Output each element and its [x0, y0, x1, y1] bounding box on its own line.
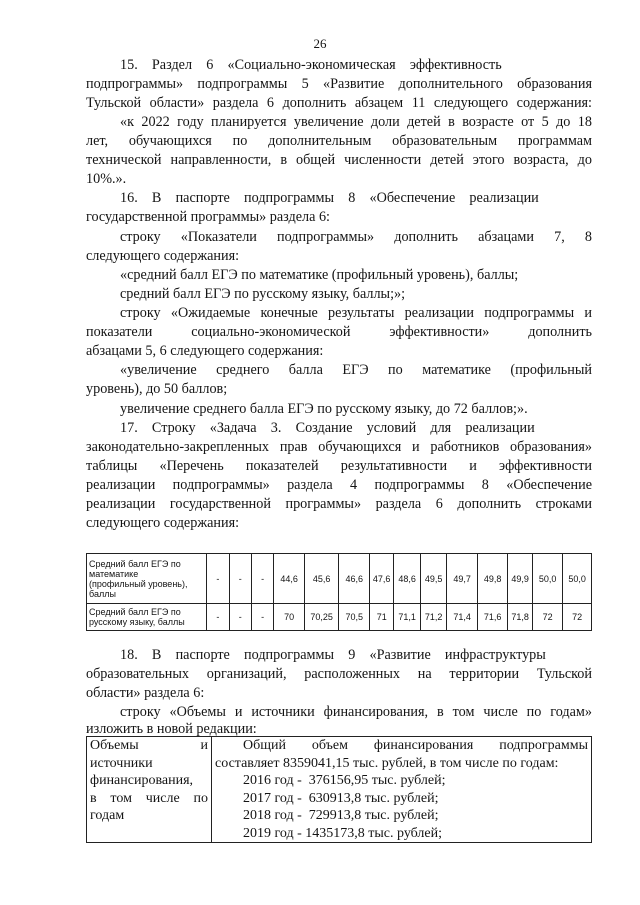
- table-cell: -: [251, 554, 273, 604]
- paragraph-line: увеличение среднего балла ЕГЭ по русскому языку, до 72 баллов;».: [120, 401, 528, 417]
- table-cell: -: [207, 604, 229, 631]
- row-label: Средний балл ЕГЭ по математике (профильный уровень), баллы: [87, 554, 207, 604]
- table-cell: 48,6: [394, 554, 420, 604]
- paragraph-line: «увеличение среднего балла ЕГЭ по математике (профильный: [120, 362, 592, 378]
- paragraph-line: подпрограммы» подпрограммы 5 «Развитие дополнительного образования: [86, 76, 592, 92]
- paragraph-line: таблицы «Перечень показателей результативности и эффективности: [86, 458, 592, 474]
- paragraph-line: реализации государственной программы» раздела 6 дополнить строками: [86, 496, 592, 512]
- funding-label-cell: Объемы и источники финансирования, в том числе по годам: [87, 737, 212, 843]
- table-cell: 49,8: [477, 554, 508, 604]
- table-row: [87, 604, 592, 631]
- paragraph-line: средний балл ЕГЭ по русскому языку, баллы;»;: [120, 286, 406, 302]
- table-cell: 70,5: [339, 604, 370, 631]
- paragraph-line: 16. В паспорте подпрограммы 8 «Обеспечение реализации: [120, 190, 539, 206]
- table-cell: 70,25: [304, 604, 339, 631]
- table-row: [87, 737, 592, 843]
- table-cell: 49,9: [508, 554, 532, 604]
- table-cell: -: [207, 554, 229, 604]
- paragraph-line: строку «Объемы и источники финансирования, в том числе по годам»: [120, 704, 592, 720]
- table-cell: 50,0: [563, 554, 592, 604]
- table-cell: 50,0: [532, 554, 563, 604]
- table-cell: -: [229, 604, 251, 631]
- paragraph-line: области» раздела 6:: [86, 685, 205, 701]
- table-cell: 71,4: [447, 604, 478, 631]
- paragraph-line: 10%.».: [86, 171, 127, 187]
- paragraph-line: законодательно-закрепленных прав обучающихся и работников образования»: [86, 439, 592, 455]
- row-label: Средний балл ЕГЭ по русскому языку, баллы: [87, 604, 207, 631]
- table-cell: 72: [563, 604, 592, 631]
- paragraph-line: технической направленности, в общей численности детей этого возраста, до: [86, 152, 592, 168]
- paragraph-line: Тульской области» раздела 6 дополнить абзацем 11 следующего содержания:: [86, 95, 592, 111]
- table-cell: 45,6: [304, 554, 339, 604]
- paragraph-line: лет, обучающихся по дополнительным образовательным программам: [86, 133, 592, 149]
- table-cell: 71,1: [394, 604, 420, 631]
- table-cell: 71: [369, 604, 393, 631]
- funding-table: [86, 736, 592, 843]
- funding-text-cell: Общий объем финансирования подпрограммы составляет 8359041,15 тыс. рублей, в том числе по годам: 2016 год - 376156,95 тыс. рублей; 2017 год - 630913,8 тыс. рублей; 2018 год - 729913,8 тыс. рублей; 2019 год - 1435173,8 тыс. рублей;: [212, 737, 592, 843]
- paragraph-line: следующего содержания:: [86, 248, 240, 264]
- table-row: [87, 554, 592, 604]
- paragraph-line: реализации подпрограммы» раздела 4 подпрограммы 8 «Обеспечение: [86, 477, 592, 493]
- paragraph-line: «средний балл ЕГЭ по математике (профильный уровень), баллы;: [120, 267, 519, 283]
- table-cell: 44,6: [274, 554, 305, 604]
- paragraph-line: 17. Строку «Задача 3. Создание условий для реализации: [120, 420, 535, 436]
- paragraph-line: следующего содержания:: [86, 515, 240, 531]
- table-cell: 47,6: [369, 554, 393, 604]
- indicators-table: [86, 553, 592, 631]
- paragraph-line: абзацами 5, 6 следующего содержания:: [86, 343, 324, 359]
- paragraph-line: строку «Показатели подпрограммы» дополнить абзацами 7, 8: [120, 229, 592, 245]
- table-cell: 71,8: [508, 604, 532, 631]
- table-cell: -: [251, 604, 273, 631]
- table-cell: 49,5: [420, 554, 446, 604]
- table-cell: 70: [274, 604, 305, 631]
- paragraph-line: образовательных организаций, расположенных на территории Тульской: [86, 666, 592, 682]
- table-cell: 71,2: [420, 604, 446, 631]
- paragraph-line: изложить в новой редакции:: [86, 721, 257, 737]
- table-cell: 72: [532, 604, 563, 631]
- table-cell: 46,6: [339, 554, 370, 604]
- paragraph-line: показатели социально-экономической эффективности» дополнить: [86, 324, 592, 340]
- table-cell: 71,6: [477, 604, 508, 631]
- page-number: 26: [313, 36, 327, 51]
- table-cell: -: [229, 554, 251, 604]
- paragraph-line: государственной программы» раздела 6:: [86, 209, 330, 225]
- paragraph-line: 18. В паспорте подпрограммы 9 «Развитие инфраструктуры: [120, 647, 546, 663]
- paragraph-line: уровень), до 50 баллов;: [86, 381, 228, 397]
- paragraph-line: 15. Раздел 6 «Социально-экономическая эффективность: [120, 57, 502, 73]
- paragraph-line: «к 2022 году планируется увеличение доли детей в возрасте от 5 до 18: [120, 114, 592, 130]
- paragraph-line: строку «Ожидаемые конечные результаты реализации подпрограммы и: [120, 305, 592, 321]
- table-cell: 49,7: [447, 554, 478, 604]
